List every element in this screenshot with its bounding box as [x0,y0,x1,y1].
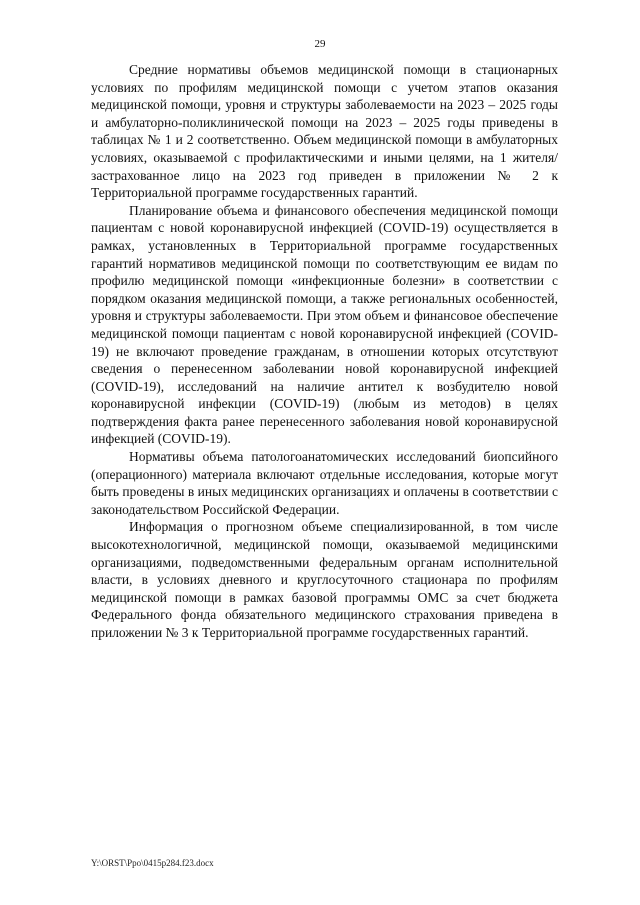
paragraph-specialized-care-info: Информация о прогнозном объеме специализированной, в том числе высокотехнологичной, медицинской помощи, оказываемой медицинскими организациями, подведомственными федеральным органам исполнительной власти, в условиях дневного и круглосуточного стационара по профилям медицинской помощи в рамках базовой программы ОМС за счет бюджета Федерального фонда обязательного медицинского страхования приведена в приложении № 3 к Территориальной программе государственных гарантий. [91,519,558,640]
page-number: 29 [314,38,326,50]
paragraph-volume-norms: Средние нормативы объемов медицинской помощи в стационарных условиях по профилям медицинской помощи с учетом этапов оказания медицинской помощи, уровня и структуры заболеваемости на 2023 – 2025 годы и амбулаторно-поликлинической помощи на 2023 – 2025 годы приведены в таблицах № 1 и 2 соответственно. Объем медицинской помощи в амбулаторных условиях, оказываемой с профилактическими и иными целями, на 1 жителя/застрахованное лицо на 2023 год приведен в приложении № 2 к Территориальной программе государственных гарантий. [91,62,558,201]
body-text [91,61,558,642]
footer-file-path: Y:\ORST\Ppo\0415p284.f23.docx [91,858,214,868]
paragraph-covid-planning: Планирование объема и финансового обеспечения медицинской помощи пациентам с новой коронавирусной инфекцией (COVID-19) осуществляется в рамках, установленных в Территориальной программе государственных гарантий нормативов медицинской помощи по соответствующим ее видам по профилю медицинской помощи «инфекционные болезни» в соответствии с порядком оказания медицинской помощи, а также региональных особенностей, уровня и структуры заболеваемости. При этом объем и финансовое обеспечение медицинской помощи пациентам с новой коронавирусной инфекцией (COVID-19) не включают проведение гражданам, в отношении которых отсутствуют сведения о перенесенном заболевании новой коронавирусной инфекцией (COVID-19), исследований на наличие антител к возбудителю новой коронавирусной инфекции (COVID-19) (любым из методов) в целях подтверждения факта ранее перенесенного заболевания новой коронавирусной инфекцией (COVID-19). [91,202,558,447]
paragraph-pathology-norms: Нормативы объема патологоанатомических исследований биопсийного (операционного) материала включают отдельные исследования, которые могут быть проведены в иных медицинских организациях и оплачены в соответствии с законодательством Российской Федерации. [91,449,558,517]
